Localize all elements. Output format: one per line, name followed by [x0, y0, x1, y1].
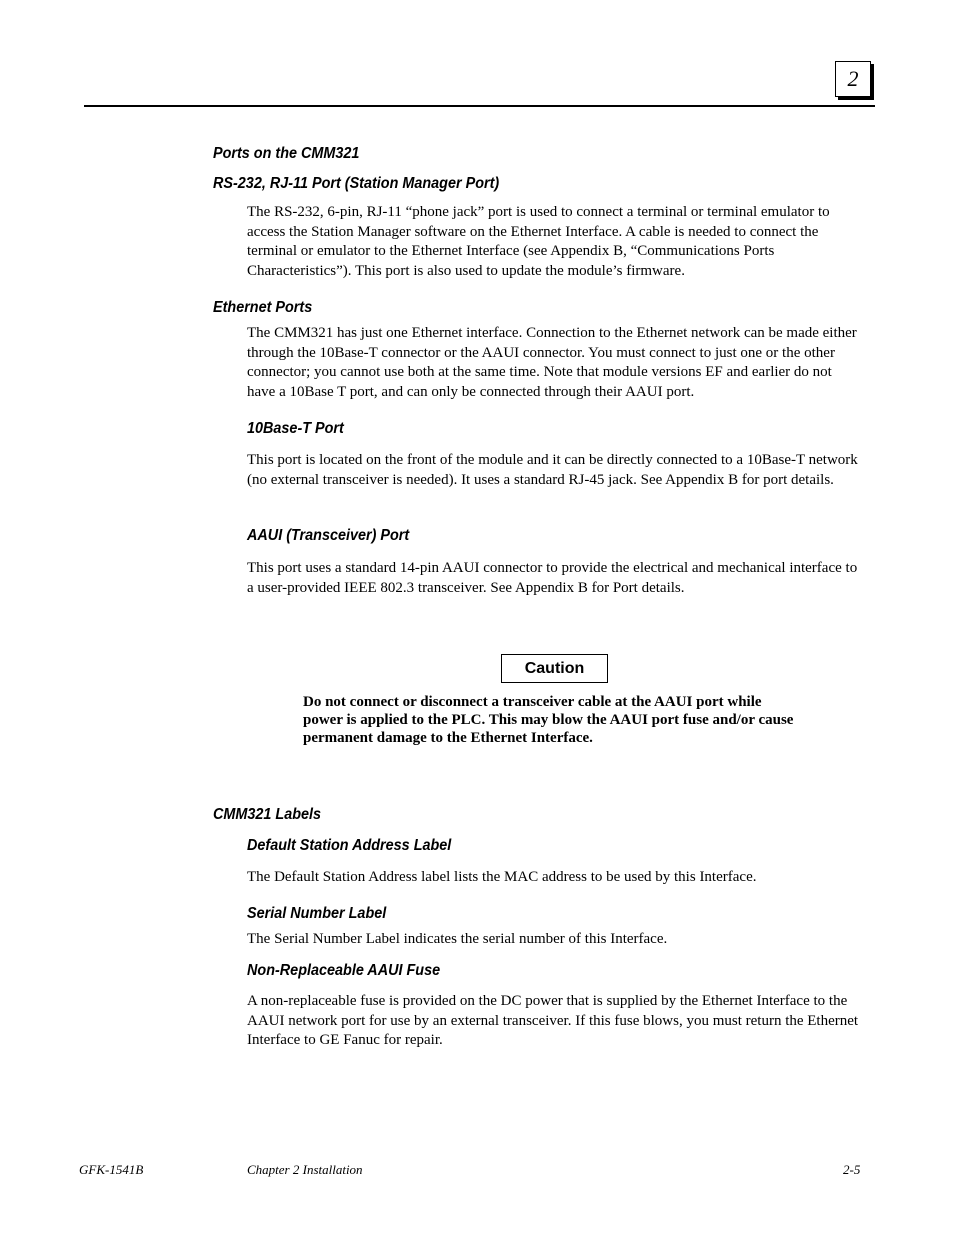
serial-number-paragraph: The Serial Number Label indicates the serial number of this Interface.	[247, 931, 668, 947]
aaui-port-paragraph: This port uses a standard 14-pin AAUI connector to provide the electrical and mechanical interface to a user-provided IEEE 802.3 transceiver. See Appendix B for Port details.	[247, 560, 858, 596]
caution-label: Caution	[524, 659, 585, 677]
chapter-number: 2	[847, 66, 859, 91]
ports-heading: Ports on the CMM321	[213, 145, 360, 162]
aaui-fuse-paragraph: A non-replaceable fuse is provided on the DC power that is supplied by the Ethernet Interface to the AAUI network port for use by an external transceiver. If this fuse blows, you must return the Ethernet Interface to GE Fanuc for repair.	[247, 993, 859, 1049]
footer-page-number: 2-5	[843, 1162, 861, 1177]
serial-number-heading: Serial Number Label	[247, 905, 387, 922]
ethernet-ports-paragraph: The CMM321 has just one Ethernet interface. Connection to the Ethernet network can be made either through the 10Base-T connector or the AAUI connector. You must connect to just one or the other connector; you cannot use both at the same time. Note that module versions EF and earlier do not have a 10Base T port, and can only be connected through their AAUI port.	[247, 325, 857, 401]
default-address-heading: Default Station Address Label	[247, 837, 452, 854]
rs232-heading: RS-232, RJ-11 Port (Station Manager Port)	[213, 175, 500, 192]
header-rule	[84, 105, 875, 107]
labels-heading: CMM321 Labels	[213, 806, 322, 823]
tenbase-t-heading: 10Base-T Port	[247, 420, 344, 437]
caution-box	[501, 654, 608, 683]
chapter-number-box	[835, 61, 871, 97]
aaui-port-heading: AAUI (Transceiver) Port	[247, 527, 410, 544]
default-address-paragraph: The Default Station Address label lists the MAC address to be used by this Interface.	[247, 869, 757, 885]
footer-doc-id: GFK-1541B	[79, 1162, 144, 1177]
ethernet-ports-heading: Ethernet Ports	[213, 299, 313, 316]
aaui-fuse-heading: Non-Replaceable AAUI Fuse	[247, 962, 441, 979]
caution-text: Do not connect or disconnect a transceiver cable at the AAUI port while power is applied to the PLC. This may blow the AAUI port fuse and/or cause permanent damage to the Ethernet Interface.	[303, 694, 794, 746]
tenbase-t-paragraph: This port is located on the front of the module and it can be directly connected to a 10Base-T network (no external transceiver is needed). It uses a standard RJ-45 jack. See Appendix B for port details.	[247, 452, 858, 488]
footer-chapter: Chapter 2 Installation	[247, 1162, 363, 1177]
rs232-paragraph: The RS-232, 6-pin, RJ-11 “phone jack” port is used to connect a terminal or terminal emulator to access the Station Manager software on the Ethernet Interface. A cable is needed to connect the terminal or emulator to the Ethernet Interface (see Appendix B, “Communications Ports Characteristics”). This port is also used to update the module’s firmware.	[247, 204, 830, 280]
